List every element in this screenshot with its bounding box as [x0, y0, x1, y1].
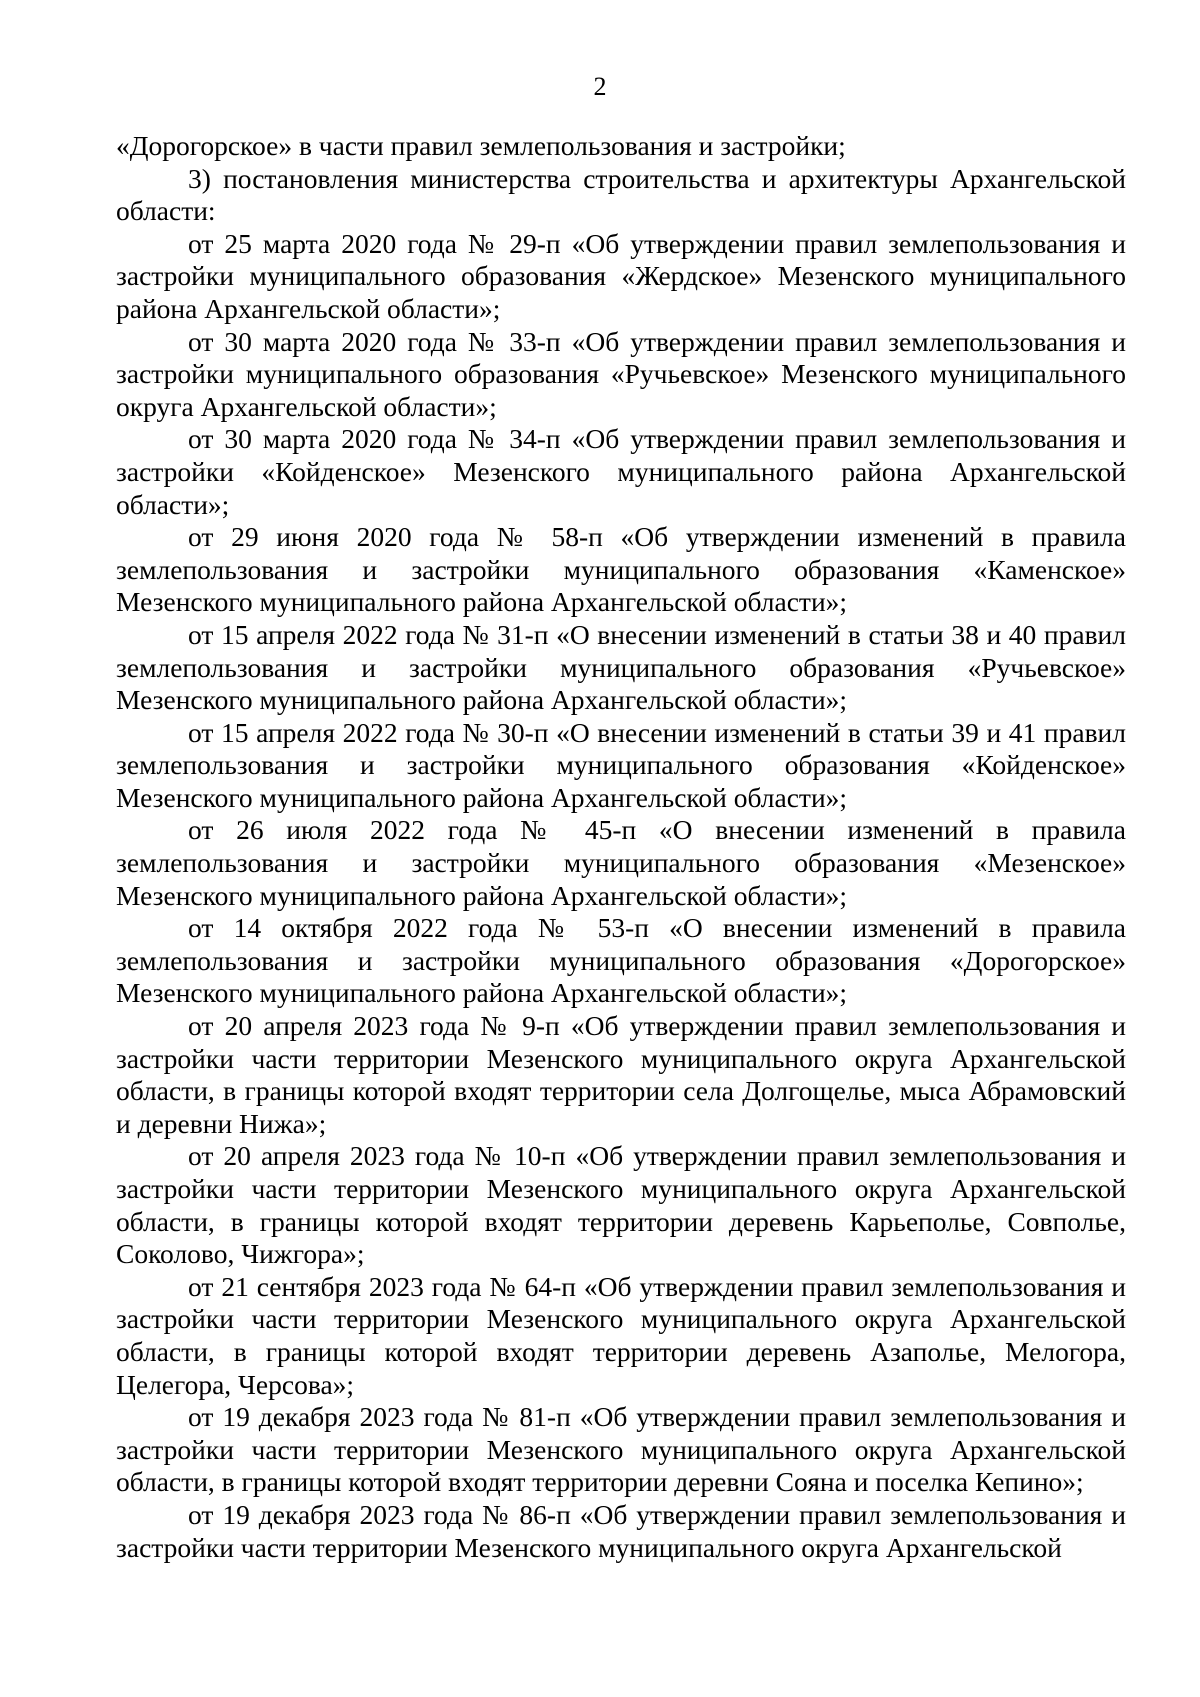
- paragraph: от 20 апреля 2023 года № 10-п «Об утверждении правил землепользования и застройки части территории Мезенского муниципального округа Архангельской области, в границы которой входят территории деревень Карьеполье, Совполье, Соколово, Чижгора»;: [116, 1140, 1126, 1270]
- paragraph: от 30 марта 2020 года № 34-п «Об утверждении правил землепользования и застройки «Койденское» Мезенского муниципального района Архангельской области»;: [116, 423, 1126, 520]
- page-number: 2: [593, 72, 607, 101]
- paragraph: 3) постановления министерства строительства и архитектуры Архангельской области:: [116, 162, 1126, 227]
- paragraph: «Дорогорское» в части правил землепользования и застройки;: [116, 130, 846, 161]
- paragraph: от 30 марта 2020 года № 33-п «Об утверждении правил землепользования и застройки муниципального образования «Ручьевское» Мезенского муниципального округа Архангельской области»;: [116, 325, 1126, 422]
- paragraph: от 21 сентября 2023 года № 64-п «Об утверждении правил землепользования и застройки части территории Мезенского муниципального округа Архангельской области, в границы которой входят территории деревень Азаполье, Мелогора, Целегора, Черсова»;: [116, 1270, 1126, 1400]
- paragraph: от 29 июня 2020 года № 58-п «Об утверждении изменений в правила землепользования и застройки муниципального образования «Каменское» Мезенского муниципального района Архангельской области»;: [116, 521, 1126, 618]
- paragraph: от 15 апреля 2022 года № 30-п «О внесении изменений в статьи 39 и 41 правил землепользования и застройки муниципального образования «Койденское» Мезенского муниципального района Архангельской области»;: [116, 716, 1126, 813]
- paragraph: от 14 октября 2022 года № 53-п «О внесении изменений в правила землепользования и застройки муниципального образования «Дорогорское» Мезенского муниципального района Архангельской области»;: [116, 912, 1126, 1009]
- paragraph: от 20 апреля 2023 года № 9-п «Об утверждении правил землепользования и застройки части территории Мезенского муниципального округа Архангельской области, в границы которой входят территории села Долгощелье, мыса Абрамовский и деревни Нижа»;: [116, 1010, 1126, 1139]
- paragraph: от 19 декабря 2023 года № 81-п «Об утверждении правил землепользования и застройки части территории Мезенского муниципального округа Архангельской области, в границы которой входят территории деревни Сояна и поселка Кепино»;: [116, 1401, 1126, 1498]
- paragraph: от 19 декабря 2023 года № 86-п «Об утверждении правил землепользования и застройки части территории Мезенского муниципального округа Архангельской: [116, 1498, 1126, 1563]
- paragraph: от 26 июля 2022 года № 45-п «О внесении изменений в правила землепользования и застройки муниципального образования «Мезенское» Мезенского муниципального района Архангельской области»;: [116, 814, 1126, 911]
- document-body: [116, 130, 1126, 1564]
- paragraph: от 15 апреля 2022 года № 31-п «О внесении изменений в статьи 38 и 40 правил землепользования и застройки муниципального образования «Ручьевское» Мезенского муниципального района Архангельской области»;: [116, 618, 1126, 716]
- paragraph: от 25 марта 2020 года № 29-п «Об утверждении правил землепользования и застройки муниципального образования «Жердское» Мезенского муниципального района Архангельской области»;: [116, 227, 1126, 324]
